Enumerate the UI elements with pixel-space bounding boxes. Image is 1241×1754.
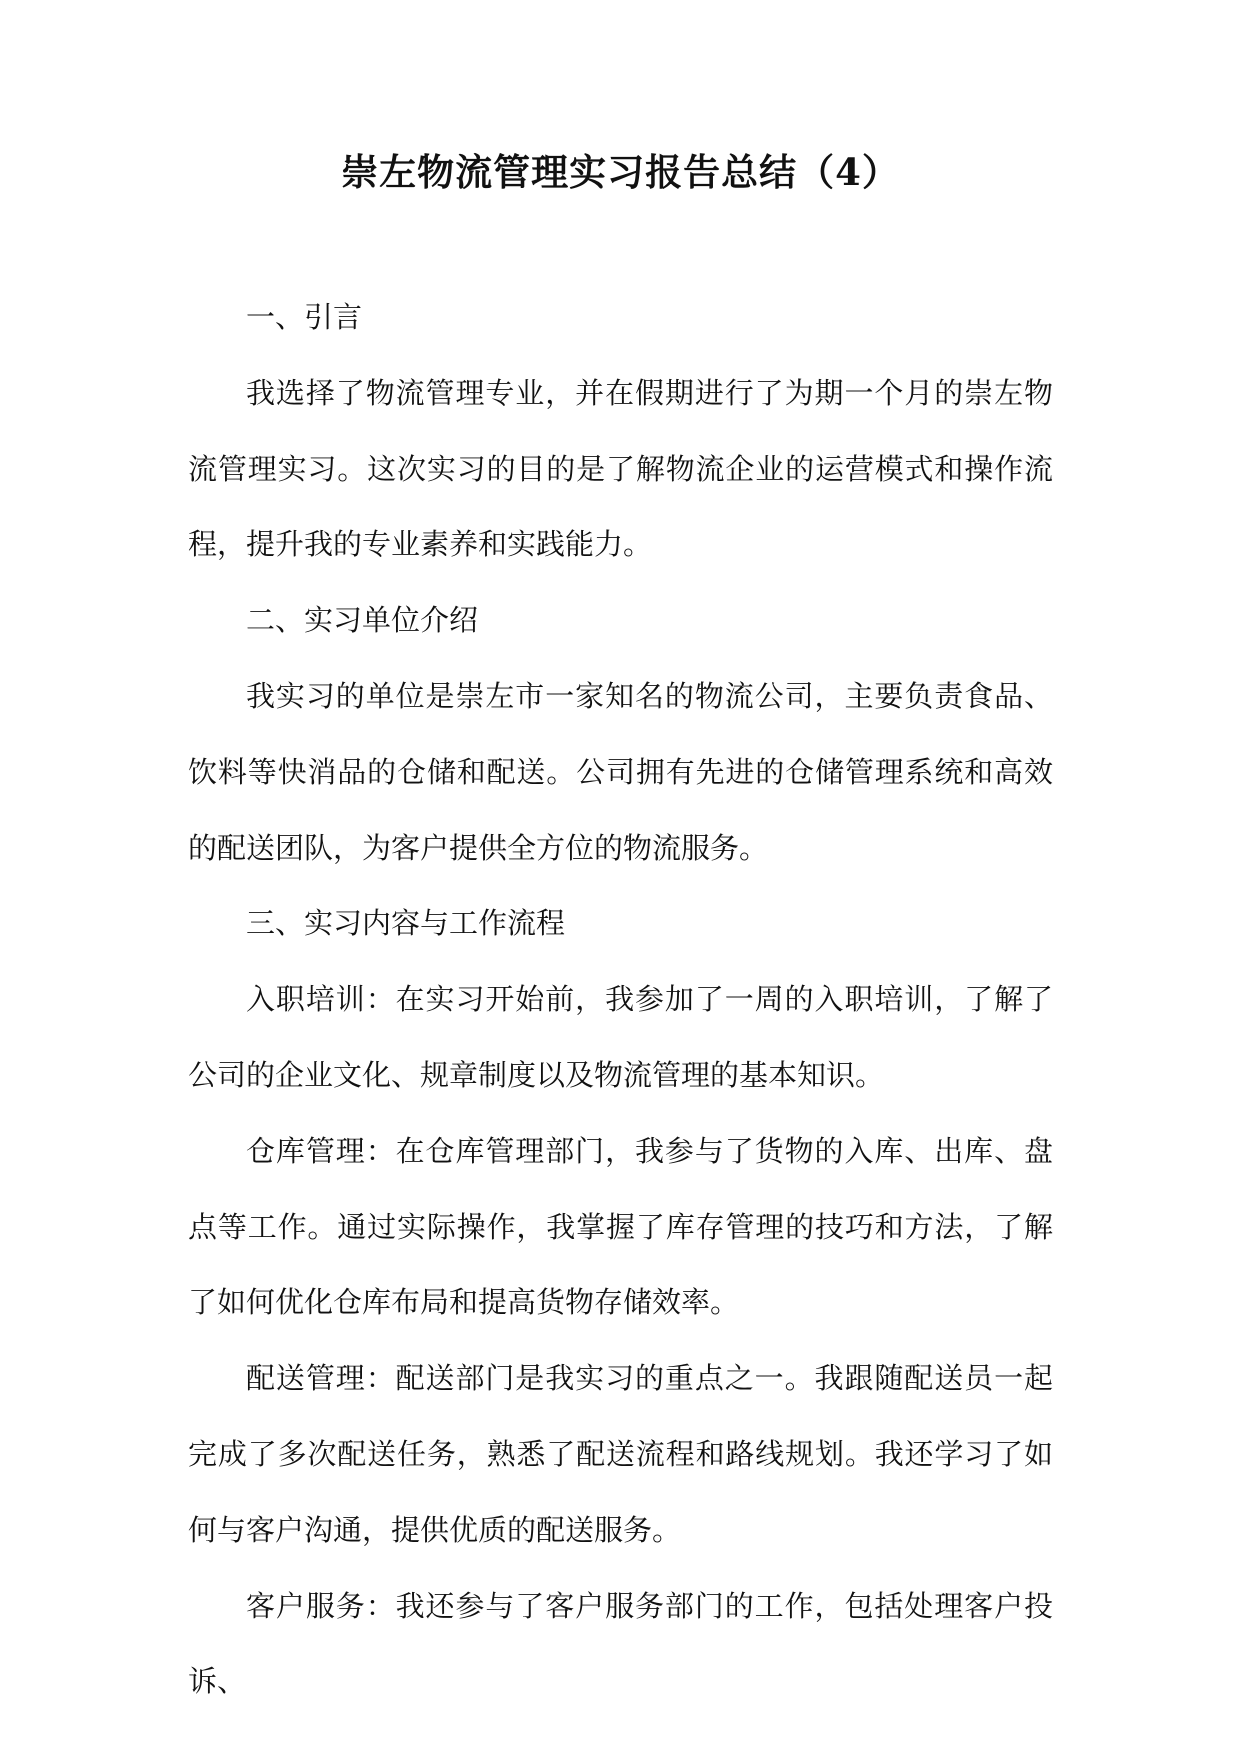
section-heading-company: 二、实习单位介绍 xyxy=(246,603,479,638)
paragraph-customer-service: 客户服务：我还参与了客户服务部门的工作，包括处理客户投诉、 xyxy=(188,1588,1053,1699)
section-heading-content: 三、实习内容与工作流程 xyxy=(246,906,566,941)
paragraph-introduction: 我选择了物流管理专业，并在假期进行了为期一个月的崇左物流管理实习。这次实习的目的是了解物流企业的运营模式和操作流程，提升我的专业素养和实践能力。 xyxy=(188,375,1053,562)
document-body xyxy=(188,280,1053,1720)
section-heading-introduction: 一、引言 xyxy=(246,300,363,334)
document-title: 崇左物流管理实习报告总结（4） xyxy=(341,150,900,194)
paragraph-onboarding: 入职培训：在实习开始前，我参加了一周的入职培训，了解了公司的企业文化、规章制度以及物流管理的基本知识。 xyxy=(188,982,1053,1092)
paragraph-delivery: 配送管理：配送部门是我实习的重点之一。我跟随配送员一起完成了多次配送任务，熟悉了配送流程和路线规划。我还学习了如何与客户沟通，提供优质的配送服务。 xyxy=(188,1361,1053,1547)
paragraph-company: 我实习的单位是崇左市一家知名的物流公司，主要负责食品、饮料等快消品的仓储和配送。公司拥有先进的仓储管理系统和高效的配送团队，为客户提供全方位的物流服务。 xyxy=(188,678,1053,865)
paragraph-warehouse: 仓库管理：在仓库管理部门，我参与了货物的入库、出库、盘点等工作。通过实际操作，我掌握了库存管理的技巧和方法，了解了如何优化仓库布局和提高货物存储效率。 xyxy=(188,1133,1053,1320)
